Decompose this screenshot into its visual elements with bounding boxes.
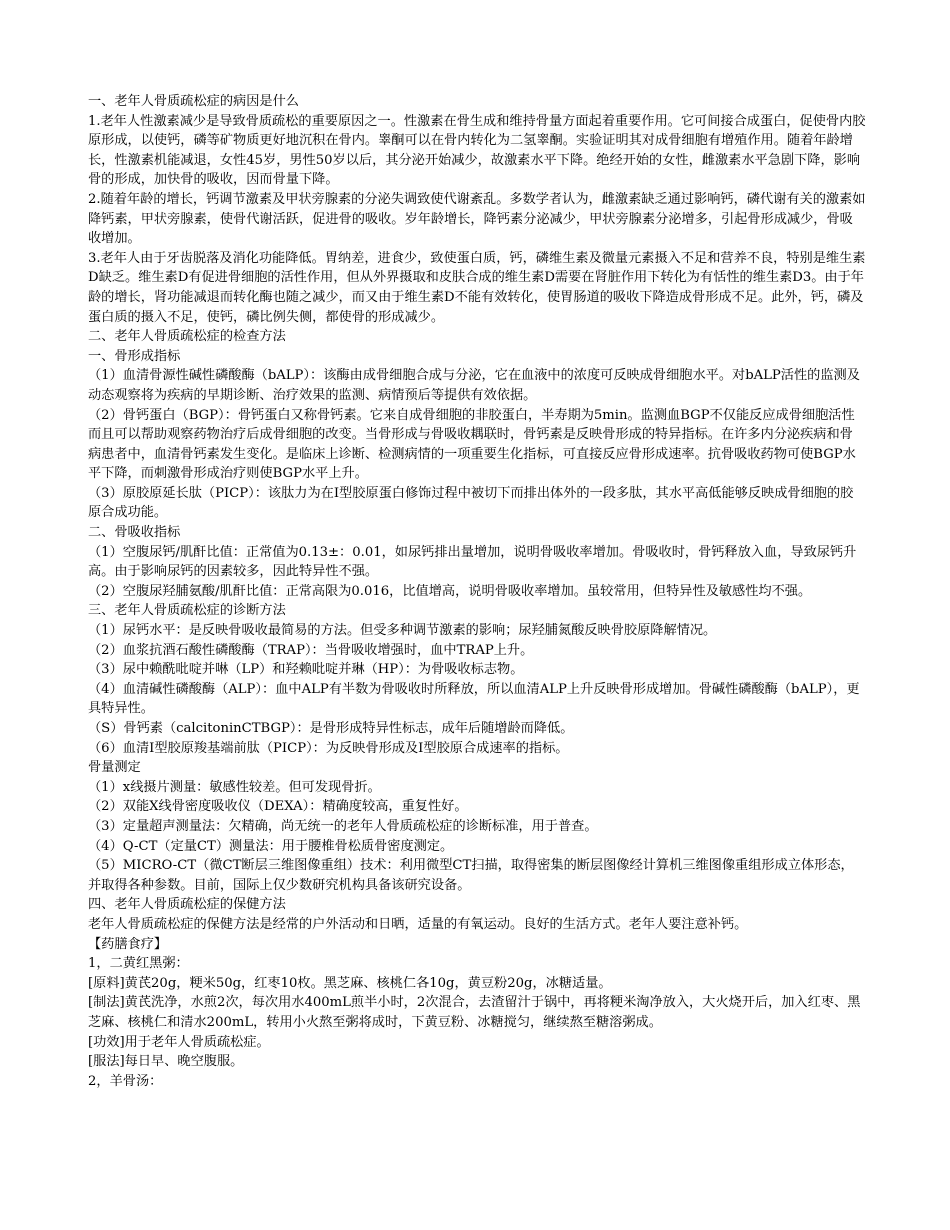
subheading-bone-mass: 骨量测定 <box>88 760 141 776</box>
section-heading-diagnosis: 三、老年人骨质疏松症的诊断方法 <box>88 603 286 619</box>
paragraph-cause-3: 3.老年人由于牙齿脱落及消化功能降低。胃纳差，进食少，致使蛋白质，钙，磷维生素及微量元素摄入不足和营养不良，特别是维生素D缺乏。维生素D有促进骨细胞的活性作用，但从外界摄取和皮肤合成的维生素D需要在肾脏作用下转化为有恬性的维生素D3。由于年龄的增长，肾功能减退而转化酶也随之减少，而又由于维生素D不能有效转化，使胃肠道的吸收下降造成骨形成不足。此外，钙，磷及蛋白质的摄入不足，使钙，磷比例失侧，都使骨的形成减少。 <box>88 250 866 325</box>
paragraph-diag-5: （S）骨钙素（calcitoninCTBGP）：是骨形成特异性标志，成年后随增龄而降低。 <box>88 721 574 736</box>
paragraph-picp: （3）原胶原延长肽（PICP）：该肽力为在Ⅰ型胶原蛋白修饰过程中被切下而排出体外的一段多肽，其水平高低能够反映成骨细胞的胶原合成功能。 <box>88 485 854 521</box>
section-heading-care: 四、老年人骨质疏松症的保健方法 <box>88 897 286 913</box>
document-body <box>88 92 866 1091</box>
recipe-1-efficacy: [功效]用于老年人骨质疏松症。 <box>88 1034 270 1050</box>
paragraph-diag-1: （1）尿钙水平：是反映骨吸收最简易的方法。但受多种调节激素的影响；尿羟脯氮酸反映骨胶原降解情况。 <box>88 623 717 639</box>
paragraph-hydroxyproline-ratio: （2）空腹尿羟脯氨酸/肌酐比值：正常高限为0.016，比值增高，说明骨吸收率增加。虽较常用，但特异性及敏感性均不强。 <box>88 583 812 599</box>
paragraph-balp: （1）血清骨源性碱性磷酸酶（bALP）：该酶由成骨细胞合成与分泌，它在血液中的浓度可反映成骨细胞水平。对bALP活性的监测及动态观察将为疾病的早期诊断、治疗效果的监测、病情预后等提供有效依据。 <box>88 368 860 403</box>
subheading-diet-therapy: 【药膳食疗】 <box>88 936 168 952</box>
paragraph-care: 老年人骨质疏松症的保健方法是经常的户外活动和日晒，适量的有氧运动。良好的生活方式。老年人要注意补钙。 <box>88 916 748 932</box>
recipe-2-title: 2，羊骨汤： <box>88 1073 163 1089</box>
paragraph-diag-6: （6）血清Ⅰ型胶原羧基端前肽（PICP）：为反映骨形成及Ⅰ型胶原合成速率的指标。 <box>88 740 569 756</box>
paragraph-diag-3: （3）尿中赖酰吡啶并啉（LP）和羟赖吡啶并琳（HP）：为骨吸收标志物。 <box>88 662 524 678</box>
paragraph-diag-2: （2）血浆抗酒石酸性磷酸酶（TRAP）：当骨吸收增强时，血中TRAP上升。 <box>88 642 534 658</box>
paragraph-mass-2: （2）双能X线骨密度吸收仪（DEXA）：精确度较高，重复性好。 <box>88 799 468 815</box>
paragraph-cause-1: 1.老年人性激素减少是导致骨质疏松的重要原因之一。性激素在骨生成和维持骨量方面起着重要作用。它可间接合成蛋白，促使骨内胶原形成，以使钙，磷等矿物质更好地沉积在骨内。睾酮可以在骨内转化为二氢睾酮。实验证明其对成骨细胞有增殖作用。随着年龄增长，性激素机能减退，女性45岁，男性50岁以后，其分泌开始减少，故激素水平下降。绝经开始的女性，雌激素水平急剧下降，影响骨的形成，加快骨的吸收，因而骨量下降。 <box>88 113 866 188</box>
paragraph-cause-2: 2.随着年龄的增长，钙调节激素及甲状旁腺素的分泌失调致使代谢紊乱。多数学者认为，雌激素缺乏通过影响钙，磷代谢有关的激素如降钙素，甲状旁腺素，使骨代谢活跃，促进骨的吸收。岁年龄增长，降钙素分泌减少，甲状旁腺素分泌增多，引起骨形成减少，骨吸收增加。 <box>88 191 866 247</box>
subheading-bone-formation: 一、骨形成指标 <box>88 348 181 364</box>
paragraph-bgp: （2）骨钙蛋白（BGP）：骨钙蛋白又称骨钙素。它来自成骨细胞的非胶蛋白，半寿期为5min。监测血BGP不仅能反应成骨细胞活性而且可以帮助观察药物治疗后成骨细胞的改变。当骨形成与骨吸收耦联时，骨钙素是反映骨形成的特异指标。在许多内分泌疾病和骨病患者中，血清骨钙素发生变化。是临床上诊断、检测病情的一项重要生化指标，可直接反应骨形成速率。抗骨吸收药物可使BGP水平下降，而刺激骨形成治疗则使BGP水平上升。 <box>88 407 856 482</box>
recipe-1-usage: [服法]每日早、晚空腹服。 <box>88 1054 244 1070</box>
recipe-1-title: 1，二黄红黑粥： <box>88 956 189 972</box>
paragraph-mass-3: （3）定量超声测量法：欠精确，尚无统一的老年人骨质疏松症的诊断标准，用于普查。 <box>88 818 598 834</box>
section-heading-exams: 二、老年人骨质疏松症的检查方法 <box>88 329 286 345</box>
subheading-bone-resorption: 二、骨吸收指标 <box>88 525 181 541</box>
section-heading-causes: 一、老年人骨质疏松症的病因是什么 <box>88 94 299 109</box>
paragraph-urine-calcium-ratio: （1）空腹尿钙/肌酐比值：正常值为0.13±：0.01，如尿钙排出量增加，说明骨吸收率增加。骨吸收时，骨钙释放入血，导致尿钙升高。由于影响尿钙的因素较多，因此特异性不强。 <box>88 544 857 580</box>
recipe-1-method: [制法]黄芪洗净，水煎2次，每次用水400mL煎半小时，2次混合，去渣留汁于锅中，再将粳米淘净放入，大火烧开后，加入红枣、黑芝麻、核桃仁和清水200mL，转用小火熬至粥将成时，下黄豆粉、冰糖搅匀，继续熬至糖溶粥成。 <box>88 995 861 1030</box>
paragraph-diag-4: （4）血清碱性磷酸酶（ALP）：血中ALP有半数为骨吸收时所释放，所以血清ALP上升反映骨形成增加。骨碱性磷酸酶（bALP），更具特异性。 <box>88 681 860 717</box>
paragraph-mass-1: （1）x线摄片测量：敏感性较差。但可发现骨折。 <box>88 779 381 795</box>
paragraph-mass-4: （4）Q-CT（定量CT）测量法：用于腰椎骨松质骨密度测定。 <box>88 838 454 854</box>
recipe-1-ingredients: [原料]黄芪20g，粳米50g，红枣10枚。黑芝麻、核桃仁各10g，黄豆粉20g，冰糖适量。 <box>88 975 612 991</box>
paragraph-mass-5: （5）MICRO-CT（微CT断层三维图像重组）技术：利用微型CT扫描，取得密集的断层图像经计算机三维图像重组形成立体形态，并取得各种参数。目前，国际上仅少数研究机构具备该研究设备。 <box>88 858 854 893</box>
